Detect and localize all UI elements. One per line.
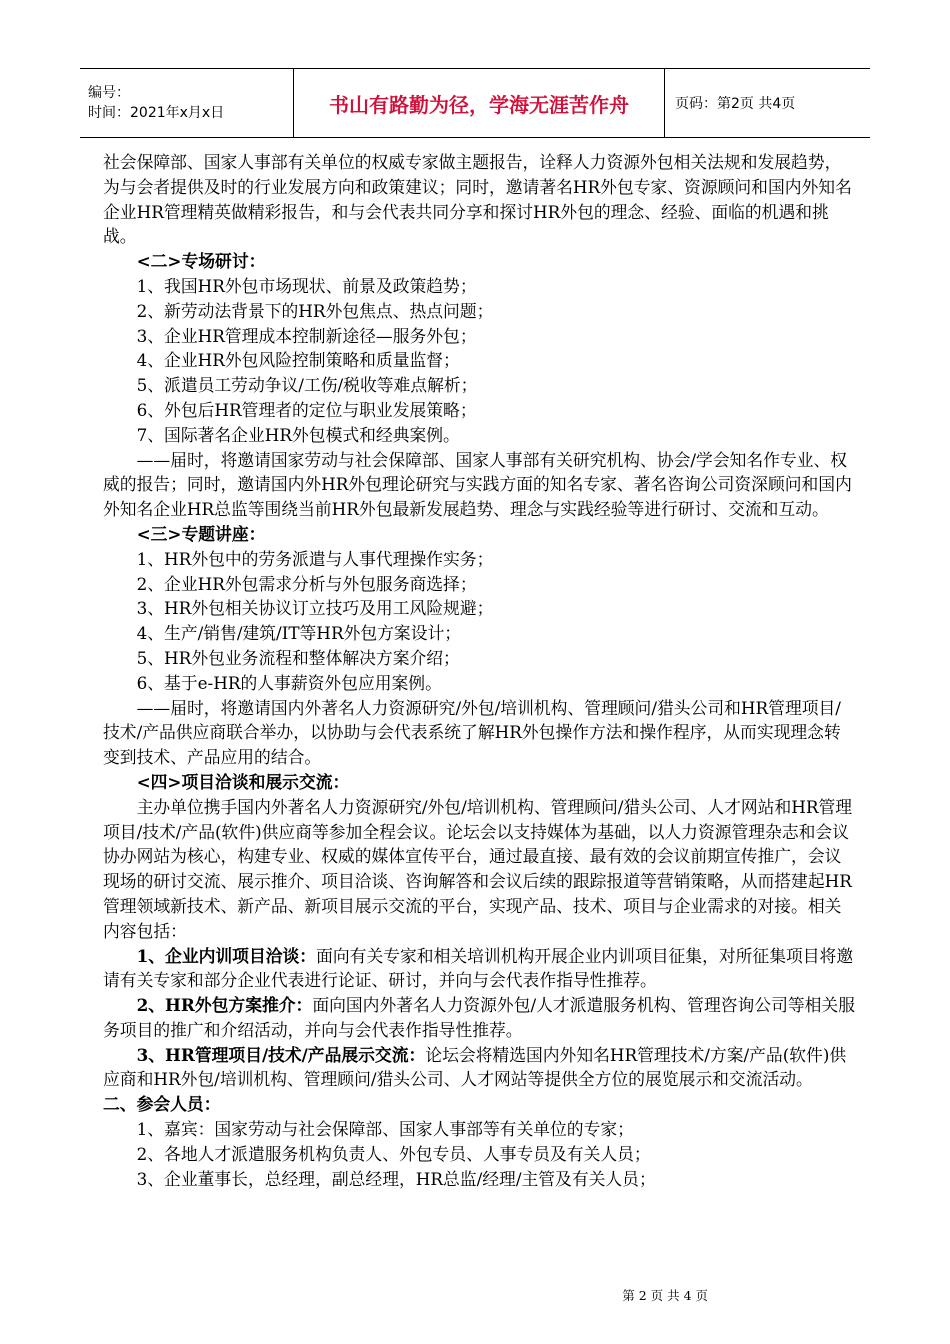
paragraph-text: 社会保障部、国家人事部有关单位的权威专家做主题报告，诠释人力资源外包相关法规和发展趋势，为与会者提供及时的行业发展方向和政策建议；同时，邀请著名HR外包专家、资源顾问和国内外知名企业HR管理精英做精彩报告，和与会代表共同分享和探讨HR外包的理念、经验、面临的机遇和挑战。 bbox=[103, 152, 852, 247]
paragraph bbox=[103, 646, 855, 671]
paragraph-text: ——届时，将邀请国内外著名人力资源研究/外包/培训机构、管理顾问/猎头公司和HR管理项目/技术/产品供应商联合举办，以协助与会代表系统了解HR外包操作方法和操作程序，从而实现理念转变到技术、产品应用的结合。 bbox=[103, 697, 841, 768]
header-motto-cell bbox=[293, 69, 665, 137]
paragraph bbox=[103, 1142, 855, 1167]
paragraph bbox=[103, 696, 855, 770]
paragraph bbox=[103, 373, 855, 398]
paragraph bbox=[103, 596, 855, 621]
paragraph bbox=[103, 572, 855, 597]
header-motto: 书山有路勤为径，学海无涯苦作舟 bbox=[329, 92, 629, 117]
paragraph-text: 5、派遣员工劳动争议/工伤/税收等难点解析； bbox=[136, 375, 478, 396]
paragraph-text: 5、HR外包业务流程和整体解决方案介绍； bbox=[136, 647, 460, 668]
header-left-cell bbox=[80, 69, 293, 137]
paragraph-text: 3、HR外包相关协议订立技巧及用工风险规避； bbox=[136, 598, 494, 619]
header-page-cell bbox=[665, 69, 870, 137]
paragraph-text: 1、嘉宾：国家劳动与社会保障部、国家人事部等有关单位的专家； bbox=[136, 1119, 634, 1140]
paragraph-text: 2、各地人才派遣服务机构负责人、外包专员、人事专员及有关人员； bbox=[136, 1143, 651, 1164]
paragraph-text: 1、HR外包中的劳务派遣与人事代理操作实务； bbox=[136, 548, 494, 569]
paragraph bbox=[103, 398, 855, 423]
paragraph bbox=[103, 448, 855, 522]
paragraph-text: 4、生产/销售/建筑/IT等HR外包方案设计； bbox=[136, 623, 462, 644]
page-header bbox=[80, 68, 870, 138]
paragraph-text: 二、参会人员： bbox=[103, 1094, 221, 1115]
paragraph-text: 1、我国HR外包市场现状、前景及政策趋势； bbox=[136, 275, 477, 296]
paragraph bbox=[103, 150, 855, 249]
paragraph-text: 论坛会将精选国内外知名HR管理技术/方案/产品(软件)供应商和HR外包/培训机构、管理顾问/猎头公司、人才网站等提供全方位的展览展示和交流活动。 bbox=[103, 1044, 847, 1090]
document-time-label: 时间：2021年x月x日 bbox=[88, 105, 225, 121]
paragraph bbox=[103, 993, 855, 1043]
paragraph-text: <三>专题讲座： bbox=[136, 523, 266, 544]
paragraph bbox=[103, 299, 855, 324]
paragraph-text: 主办单位携手国内外著名人力资源研究/外包/培训机构、管理顾问/猎头公司、人才网站和HR管理项目/技术/产品(软件)供应商等参加全程会议。论坛会以支持媒体为基础，以人力资源管理杂志和会议协办网站为核心，构建专业、权威的媒体宣传平台，通过最直接、最有效的会议前期宣传推广，会议现场的研讨交流、展示推介、项目洽谈、咨询解答和会议后续的跟踪报道等营销策略，从而搭建起HR管理领域新技术、新产品、新项目展示交流的平台，实现产品、技术、项目与企业需求的对接。相关内容包括： bbox=[103, 796, 853, 941]
paragraph bbox=[103, 795, 855, 944]
paragraph bbox=[103, 274, 855, 299]
document-number-label: 编号： bbox=[88, 85, 130, 101]
paragraph-text: 7、国际著名企业HR外包模式和经典案例。 bbox=[136, 424, 460, 445]
paragraph-text: <四>项目洽谈和展示交流： bbox=[136, 771, 350, 792]
page-footer: 第 2 页 共 4 页 bbox=[622, 1288, 708, 1303]
paragraph-text: ——届时，将邀请国家劳动与社会保障部、国家人事部有关研究机构、协会/学会知名作专业、权威的报告；同时，邀请国内外HR外包理论研究与实践方面的知名专家、著名咨询公司资深顾问和国内外知名企业HR总监等围绕当前HR外包最新发展趋势、理念与实践经验等进行研讨、交流和互动。 bbox=[103, 449, 852, 520]
paragraph bbox=[103, 1117, 855, 1142]
paragraph bbox=[103, 423, 855, 448]
paragraph-lead: 2、HR外包方案推介： bbox=[136, 995, 313, 1016]
paragraph bbox=[103, 621, 855, 646]
paragraph bbox=[103, 348, 855, 373]
paragraph-text: <二>专场研讨： bbox=[136, 251, 266, 272]
paragraph-text: 4、企业HR外包风险控制策略和质量监督； bbox=[136, 350, 460, 371]
paragraph-text: 2、企业HR外包需求分析与外包服务商选择； bbox=[136, 573, 477, 594]
document-body bbox=[103, 150, 855, 1191]
paragraph-text: 6、基于e-HR的人事薪资外包应用案例。 bbox=[136, 672, 442, 693]
paragraph-text: 3、企业董事长，总经理，副总经理，HR总监/经理/主管及有关人员； bbox=[136, 1168, 656, 1189]
header-page-number: 页码：第2页 共4页 bbox=[675, 96, 796, 112]
paragraph bbox=[103, 249, 855, 274]
paragraph bbox=[103, 671, 855, 696]
paragraph bbox=[103, 522, 855, 547]
paragraph-text: 2、新劳动法背景下的HR外包焦点、热点问题； bbox=[136, 300, 494, 321]
paragraph-lead: 3、HR管理项目/技术/产品展示交流： bbox=[136, 1044, 426, 1065]
paragraph bbox=[103, 324, 855, 349]
paragraph bbox=[103, 770, 855, 795]
paragraph-text: 3、企业HR管理成本控制新途径—服务外包； bbox=[136, 325, 477, 346]
paragraph bbox=[103, 1043, 855, 1093]
paragraph-text: 面向有关专家和相关培训机构开展企业内训项目征集，对所征集项目将邀请有关专家和部分企业代表进行论证、研讨，并向与会代表作指导性推荐。 bbox=[103, 945, 854, 991]
paragraph bbox=[103, 547, 855, 572]
paragraph-text: 6、外包后HR管理者的定位与职业发展策略； bbox=[136, 399, 477, 420]
paragraph bbox=[103, 944, 855, 994]
paragraph-lead: 1、企业内训项目洽谈： bbox=[136, 945, 317, 966]
paragraph-text: 面向国内外著名人力资源外包/人才派遣服务机构、管理咨询公司等相关服务项目的推广和介绍活动，并向与会代表作指导性推荐。 bbox=[103, 995, 855, 1040]
paragraph bbox=[103, 1167, 855, 1192]
paragraph bbox=[103, 1092, 855, 1117]
